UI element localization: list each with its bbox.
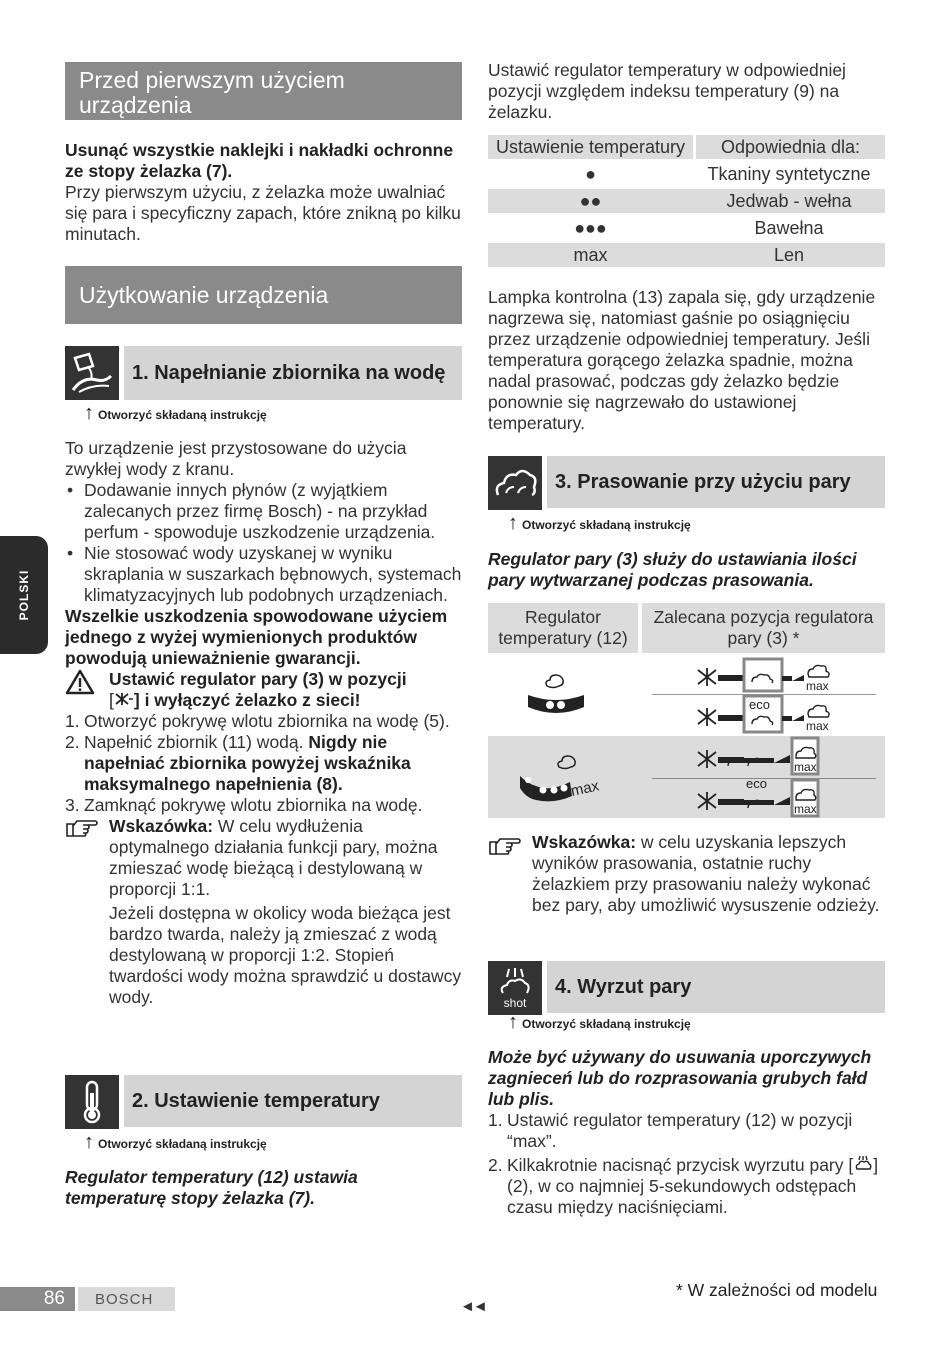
steam-slider-row xyxy=(694,734,874,776)
table-header: Ustawienie temperatury xyxy=(488,135,693,159)
bracket-open: [ xyxy=(109,690,114,710)
step-number: 2. xyxy=(488,1155,503,1175)
first-use-note: Przy pierwszym użyciu, z żelazka może uwalniać się para i specyficzny zapach, które znikną po kilku minutach. xyxy=(65,182,461,244)
footnote: * W zależności od modelu xyxy=(676,1280,878,1300)
list-item xyxy=(65,795,462,816)
page-nav-back[interactable]: ◄◄ xyxy=(460,1298,486,1315)
steam-slider-rows xyxy=(694,656,874,818)
step-number: 1. xyxy=(488,1110,503,1130)
tip-text: W celu wydłużenia optymalnego działania funkcji pary, można zmieszać wodę bieżącą i destylowaną w proporcji 1:1. xyxy=(109,816,438,899)
fill-steps xyxy=(65,711,462,816)
table-cell: Len xyxy=(693,243,885,267)
temperature-intro: Ustawić regulator temperatury w odpowiedniej pozycji względem indeksu temperatury (9) na żelazku. xyxy=(488,60,846,122)
table-cell: Jedwab - wełna xyxy=(693,189,885,213)
tip-label: Wskazówka: xyxy=(109,816,214,836)
step-text: Zamknąć pokrywę wlotu zbiornika na wodę. xyxy=(84,795,423,815)
section4-note: Może być używany do usuwania uporczywych zagnieceń lub do rozprasowania grubych fałd lub plis. xyxy=(488,1047,872,1109)
step-bold-text: Nigdy nie napełniać zbiornika powyżej wskaźnika maksymalnego napełnienia (8). xyxy=(84,732,411,794)
table-header: Odpowiednia dla: xyxy=(693,135,885,159)
list-item xyxy=(65,711,462,732)
step-text: ] (2), w co najmniej 5-sekundowych odstępach czasu między naciśnięciami. xyxy=(507,1155,879,1217)
open-instruction-2[interactable] xyxy=(84,1133,267,1151)
heading-first-use-text: Przed pierwszym użyciem urządzenia xyxy=(79,67,345,118)
steam-table xyxy=(488,603,885,818)
step-number: 3. xyxy=(65,795,80,815)
max-label-text: max xyxy=(806,679,829,693)
shot-steps xyxy=(488,1110,885,1218)
list-item xyxy=(488,1110,885,1152)
step-number: 1. xyxy=(65,711,80,731)
shot-label: shot xyxy=(503,996,527,1010)
arrow-up-icon: ↑ xyxy=(508,1011,518,1033)
section1-body xyxy=(65,438,462,1008)
steam-table-header: Regulator temperatury (12) xyxy=(488,603,638,653)
section1-bullets xyxy=(65,480,462,606)
tip-label: Wskazówka: xyxy=(532,832,637,852)
eco-label-text: eco xyxy=(749,697,770,712)
warning-block xyxy=(65,669,462,711)
arrow-up-icon: ↑ xyxy=(84,402,94,424)
warranty-notice: Wszelkie uszkodzenia spowodowane użyciem jednego z wyżej wymienionych produktów powodują unieważnienie gwarancji. xyxy=(65,606,448,668)
table-row xyxy=(488,162,885,186)
water-fill-icon xyxy=(65,346,119,400)
list-item xyxy=(65,732,462,795)
open-instruction-text: Otworzyć składaną instrukcję xyxy=(98,408,267,422)
section2-title: 2. Ustawienie temperatury xyxy=(132,1089,380,1112)
open-instruction-text: Otworzyć składaną instrukcję xyxy=(522,518,691,532)
steam-slider-row xyxy=(694,694,874,734)
tip-block-2 xyxy=(488,832,885,916)
pointing-hand-icon xyxy=(488,836,522,861)
warning-line1: Ustawić regulator pary (3) w pozycji xyxy=(109,669,407,689)
tip-text-2: Jeżeli dostępna w okolicy woda bieżąca jest bardzo twarda, należy ją zmieszać z wodą destylowaną w proporcji 1:2. Stopień twardości wody można sprawdzić u dostawcy wody. xyxy=(109,903,462,1007)
table-cell: ● xyxy=(585,163,596,184)
list-item: • Dodawanie innych płynów (z wyjątkiem zalecanych przez firmę Bosch) - na przykład perfum - spowoduje uszkodzenie urządzenia. xyxy=(65,480,462,543)
table-cell: ●● xyxy=(488,189,693,213)
table-row xyxy=(488,189,885,213)
language-label: POLSKI xyxy=(17,569,31,621)
tip-text: w celu uzyskania lepszych wyników prasowania, ostatnie ruchy żelazkiem przy prasowaniu należy wykonać bez pary, aby umożliwić wysuszenie odzieży. xyxy=(532,832,880,915)
step-number: 2. xyxy=(65,732,80,752)
heading-usage-text: Użytkowanie urządzenia xyxy=(79,281,329,308)
section3-note: Regulator pary (3) służy do ustawiania ilości pary wytwarzanej podczas prasowania. xyxy=(488,549,857,590)
section4-body xyxy=(488,1047,885,1218)
arrow-up-icon: ↑ xyxy=(508,512,518,534)
list-item: • Nie stosować wody uzyskanej w wyniku skraplania w suszarkach bębnowych, systemach klimatyzacyjnych lub podobnych urządzeniach. xyxy=(65,543,462,606)
table-cell: Tkaniny syntetyczne xyxy=(707,163,871,184)
open-instruction-text: Otworzyć składaną instrukcję xyxy=(98,1137,267,1151)
max-label-text: max xyxy=(794,802,817,816)
table-cell: max xyxy=(488,243,693,267)
open-instruction-1[interactable] xyxy=(84,404,267,422)
tip-block xyxy=(65,816,462,1008)
heading-usage xyxy=(65,266,462,324)
table-row xyxy=(488,216,885,240)
open-instruction-4[interactable] xyxy=(508,1013,691,1031)
dial-max-icon xyxy=(518,750,608,811)
steam-table-header: Zalecana pozycja regulatora pary (3) * xyxy=(642,603,885,653)
table-cell: Bawełna xyxy=(754,217,824,238)
steam-cloud-icon xyxy=(488,456,542,510)
first-use-instruction: Usunąć wszystkie naklejki i nakładki ochronne ze stopy żelazka (7). xyxy=(65,140,454,181)
section3-title: 3. Prasowanie przy użyciu pary xyxy=(555,470,851,493)
thermometer-icon xyxy=(65,1075,119,1129)
dial-two-dots-icon xyxy=(526,671,586,724)
steam-shot-button-icon xyxy=(853,1155,873,1175)
heading-first-use xyxy=(65,62,462,120)
brand-label: BOSCH xyxy=(95,1291,154,1308)
step-text: Ustawić regulator temperatury (12) w pozycji “max”. xyxy=(507,1110,853,1151)
table-header-row xyxy=(488,135,885,159)
pointing-hand-icon xyxy=(65,818,99,843)
steam-slider-row xyxy=(694,656,874,694)
section3-header xyxy=(488,456,885,508)
brand-box xyxy=(78,1287,175,1311)
eco-label-text: eco xyxy=(746,776,767,791)
step-text: Kilkakrotnie nacisnąć przycisk wyrzutu pary [ xyxy=(507,1155,854,1175)
step-text: Napełnić zbiornik (11) wodą. xyxy=(84,732,309,752)
section1-header xyxy=(65,346,462,400)
warning-line2: ] i wyłączyć żelazko z sieci! xyxy=(133,690,361,710)
list-item xyxy=(488,1155,885,1218)
section2-note: Regulator temperatury (12) ustawia temperaturę stopy żelazka (7). xyxy=(65,1167,358,1208)
language-side-tab xyxy=(0,536,48,654)
max-label-text: max xyxy=(794,760,817,774)
first-use-block xyxy=(65,140,462,245)
table-row xyxy=(488,243,885,267)
table-cell: ●●● xyxy=(574,217,607,238)
steam-shot-icon xyxy=(488,961,542,1015)
warning-triangle-icon xyxy=(65,669,95,700)
steam-off-icon xyxy=(114,690,134,710)
temperature-table xyxy=(488,132,885,270)
step-text: Otworzyć pokrywę wlotu zbiornika na wodę (5). xyxy=(84,711,450,731)
open-instruction-text: Otworzyć składaną instrukcję xyxy=(522,1017,691,1031)
section4-header xyxy=(488,961,885,1013)
page-number-box xyxy=(0,1287,75,1311)
section2-header xyxy=(65,1075,462,1127)
section1-intro: To urządzenie jest przystosowane do użycia zwykłej wody z kranu. xyxy=(65,438,407,479)
steam-slider-row xyxy=(694,776,874,818)
open-instruction-3[interactable] xyxy=(508,514,691,532)
page-number: 86 xyxy=(43,1288,65,1309)
section1-title: 1. Napełnianie zbiornika na wodę xyxy=(132,361,446,384)
arrow-up-icon: ↑ xyxy=(84,1131,94,1153)
section4-title: 4. Wyrzut pary xyxy=(555,975,692,998)
max-label-text: max xyxy=(569,777,601,800)
max-label-text: max xyxy=(806,719,829,733)
lamp-description: Lampka kontrolna (13) zapala się, gdy urządzenie nagrzewa się, natomiast gaśnie po osiągnięciu przez urządzenie odpowiedniej temperatury. Jeśli temperatura gorącego żelazka spadnie, można nadal prasować, podczas gdy żelazko będzie ponownie się nagrzewało do ustawionej temperatury. xyxy=(488,287,876,433)
